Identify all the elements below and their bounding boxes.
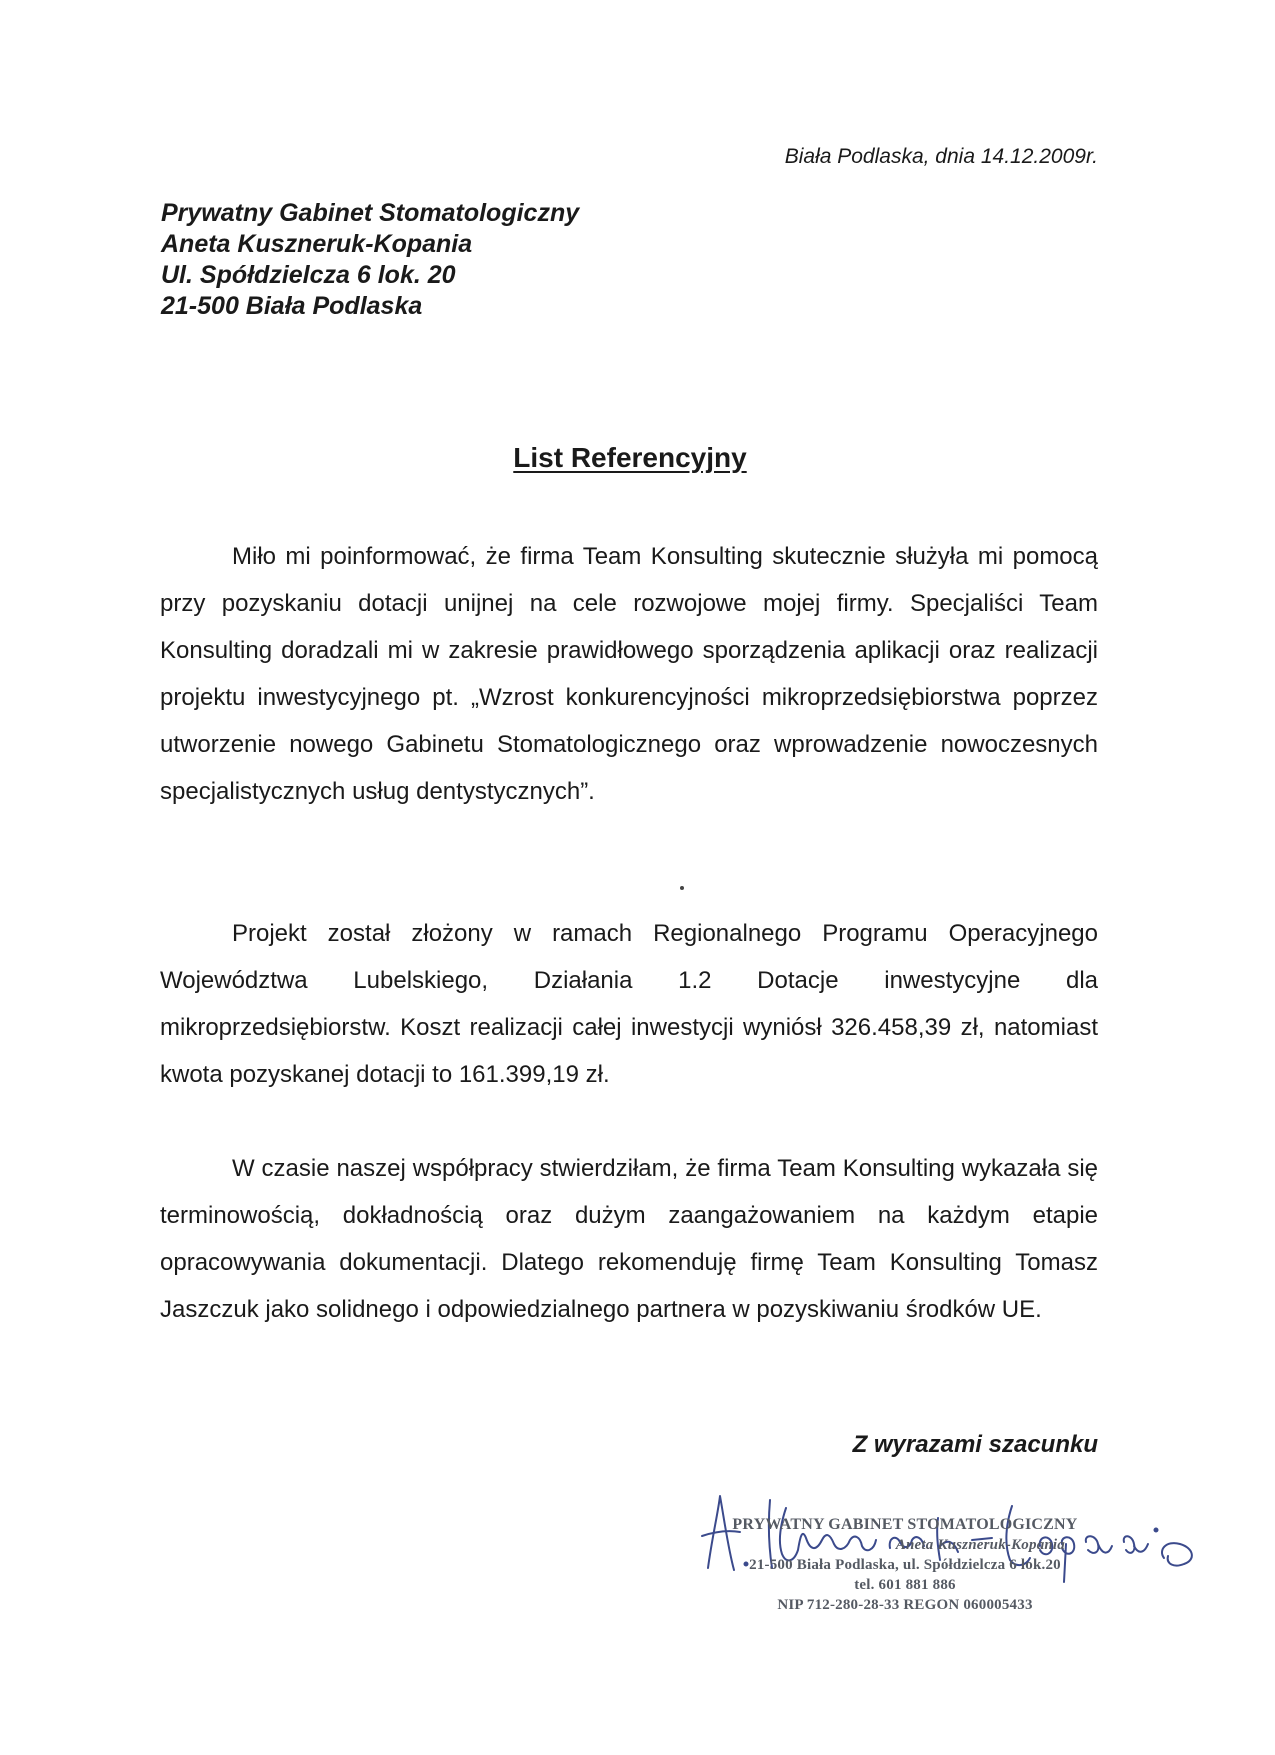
recipient-line: 21-500 Biała Podlaska	[161, 292, 423, 320]
stamp-line: tel. 601 881 886	[854, 1577, 956, 1593]
letter-title: List Referencyjny	[513, 442, 747, 473]
recipient-line: Ul. Spółdzielcza 6 lok. 20	[161, 261, 456, 289]
recipient-line: Prywatny Gabinet Stomatologiczny	[161, 199, 580, 227]
stamp-line: NIP 712-280-28-33 REGON 060005433	[777, 1597, 1033, 1613]
stamp-line: Aneta Kuszneruk-Kopania	[895, 1537, 1065, 1553]
date-line: Biała Podlaska, dnia 14.12.2009r.	[784, 145, 1098, 168]
company-stamp	[725, 1515, 1085, 1615]
closing-phrase: Z wyrazami szacunku	[852, 1431, 1098, 1458]
recipient-address	[161, 198, 579, 322]
recipient-line: Aneta Kuszneruk-Kopania	[161, 230, 473, 258]
body-paragraph: Miło mi poinformować, że firma Team Konsulting skutecznie służyła mi pomocą przy pozyskaniu dotacji unijnej na cele rozwojowe mojej firmy. Specjaliści Team Konsulting doradzali mi w zakresie prawidłowego sporządzenia aplikacji oraz realizacji projektu inwestycyjnego pt. „Wzrost konkurencyjności mikroprzedsiębiorstwa poprzez utworzenie nowego Gabinetu Stomatologicznego oraz wprowadzenie nowoczesnych specjalistycznych usług dentystycznych”.	[160, 543, 1098, 805]
scan-speck	[680, 886, 684, 890]
body-paragraph: Projekt został złożony w ramach Regionalnego Programu Operacyjnego Województwa Lubelskiego, Działania 1.2 Dotacje inwestycyjne dla mikroprzedsiębiorstw. Koszt realizacji całej inwestycji wyniósł 326.458,39 zł, natomiast kwota pozyskanej dotacji to 161.399,19 zł.	[160, 920, 1098, 1088]
stamp-line: 21-500 Biała Podlaska, ul. Spółdzielcza 6 lok.20	[749, 1557, 1061, 1573]
stamp-line: PRYWATNY GABINET STOMATOLOGICZNY	[732, 1516, 1078, 1533]
body-paragraph: W czasie naszej współpracy stwierdziłam, że firma Team Konsulting wykazała się terminowością, dokładnością oraz dużym zaangażowaniem na każdym etapie opracowywania dokumentacji. Dlatego rekomenduję firmę Team Konsulting Tomasz Jaszczuk jako solidnego i odpowiedzialnego partnera w pozyskiwaniu środków UE.	[160, 1155, 1098, 1323]
